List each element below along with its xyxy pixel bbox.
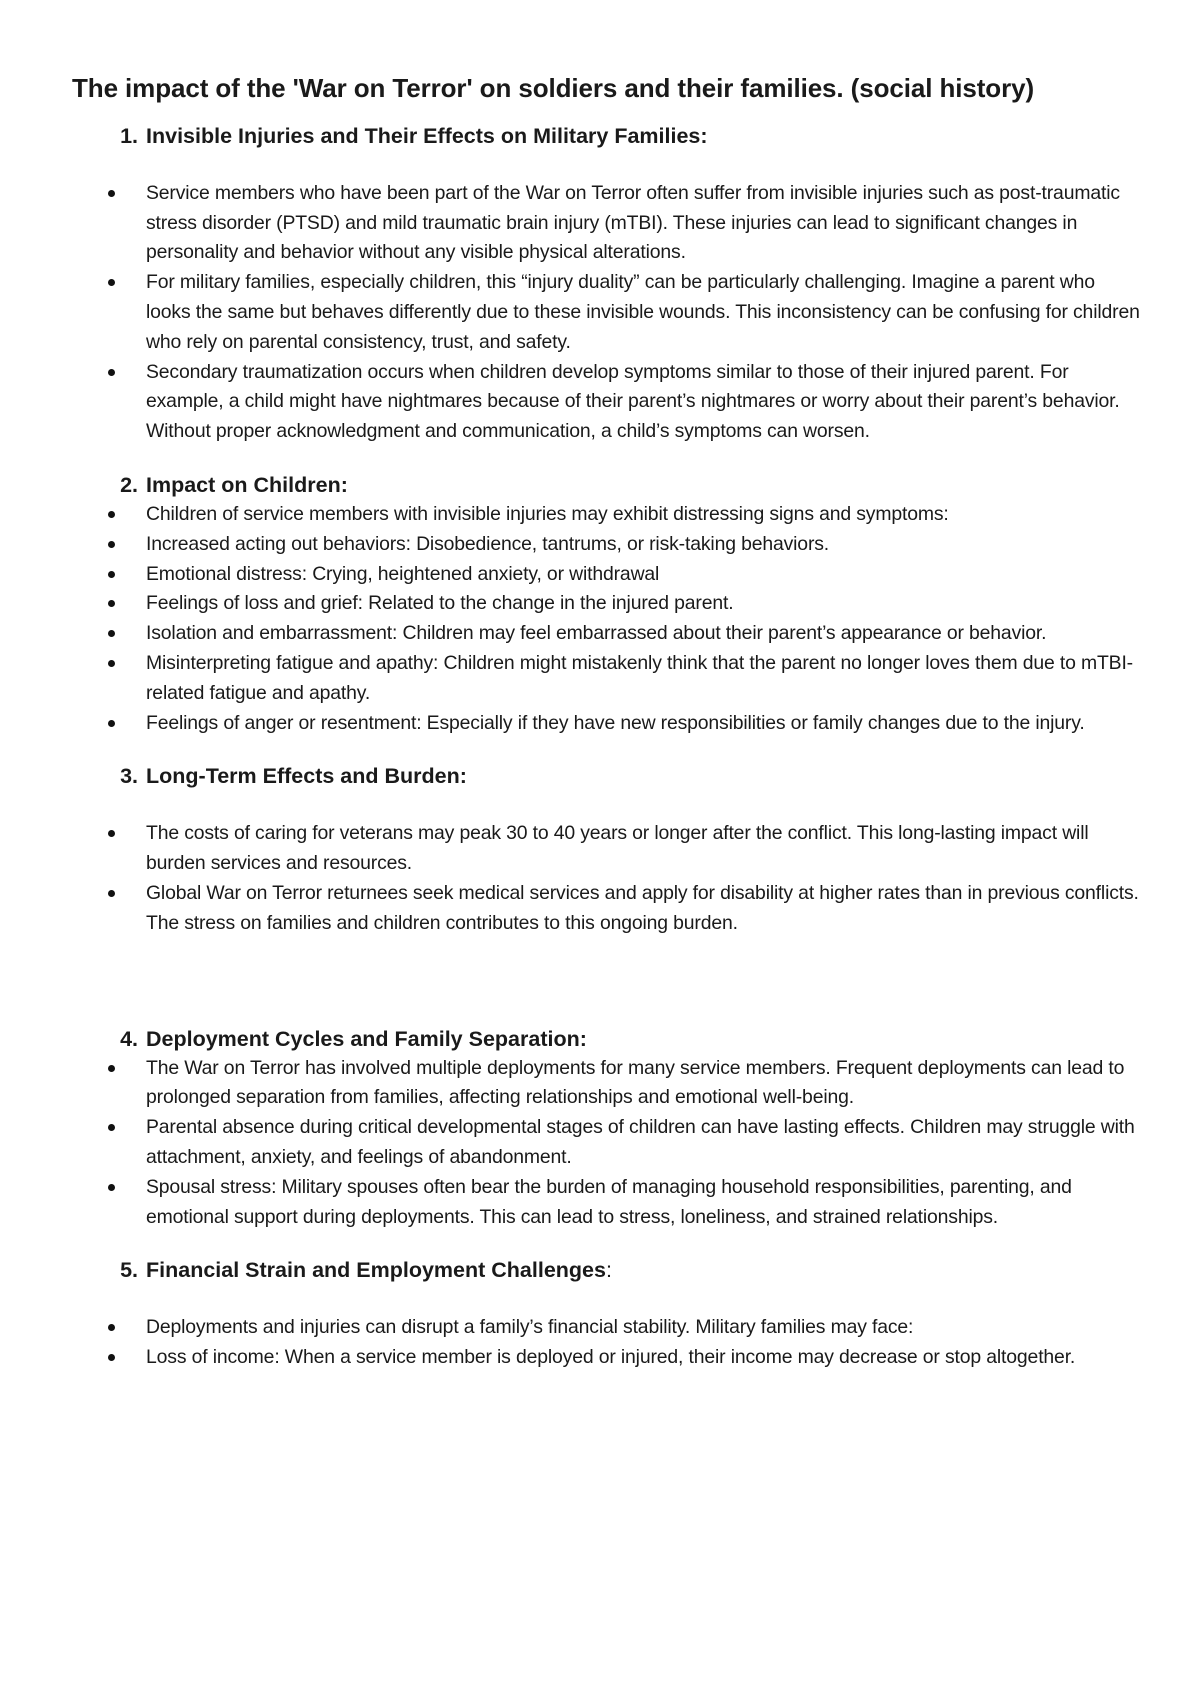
list-item: Children of service members with invisible injuries may exhibit distressing signs and symptoms: [72, 500, 1140, 530]
list-item: Misinterpreting fatigue and apathy: Children might mistakenly think that the parent no longer loves them due to mTBI-related fatigue and apathy. [72, 649, 1140, 709]
section-heading [72, 1256, 1140, 1285]
list-item: Secondary traumatization occurs when children develop symptoms similar to those of their injured parent. For example, a child might have nightmares because of their parent’s nightmares or worry about their parent’s behavior. Without proper acknowledgment and communication, a child’s symptoms can worsen. [72, 358, 1140, 447]
section-heading-text: Impact on Children: [146, 472, 348, 497]
bullet-icon [108, 1354, 115, 1361]
section-invisible-injuries [72, 122, 1140, 447]
bullet-icon [108, 279, 115, 286]
section-heading-suffix: : [605, 1258, 612, 1283]
section-long-term-effects [72, 762, 1140, 938]
list-item: Deployments and injuries can disrupt a family’s financial stability. Military families may face: [72, 1313, 1140, 1343]
bullet-icon [108, 830, 115, 837]
document-page [72, 72, 1140, 1373]
list-item: The War on Terror has involved multiple deployments for many service members. Frequent deployments can lead to prolonged separation from families, affecting relationships and emotional well-being. [72, 1054, 1140, 1114]
section-heading-text: Deployment Cycles and Family Separation: [146, 1026, 587, 1051]
document-title: The impact of the 'War on Terror' on soldiers and their families. (social history) [72, 73, 1035, 103]
section-deployment-cycles [72, 1025, 1140, 1233]
bullet-icon [108, 1324, 115, 1331]
bullet-icon [108, 600, 115, 607]
bullet-icon [108, 660, 115, 667]
list-item: Feelings of loss and grief: Related to the change in the injured parent. [72, 589, 1140, 619]
section-heading [72, 471, 1140, 500]
bullet-icon [108, 369, 115, 376]
list-item: Service members who have been part of the War on Terror often suffer from invisible injuries such as post-traumatic stress disorder (PTSD) and mild traumatic brain injury (mTBI). These injuries can lead to significant changes in personality and behavior without any visible physical alterations. [72, 179, 1140, 268]
bullet-icon [108, 890, 115, 897]
section-heading-text: Financial Strain and Employment Challenges [146, 1258, 606, 1283]
section-number: 5. [120, 1258, 138, 1283]
section-heading [72, 762, 1140, 791]
bullet-list [72, 500, 1140, 738]
list-item: For military families, especially children, this “injury duality” can be particularly challenging. Imagine a parent who looks the same but behaves differently due to these invisible wounds. This inconsistency can be confusing for children who rely on parental consistency, trust, and safety. [72, 268, 1140, 357]
bullet-icon [108, 541, 115, 548]
list-item: Emotional distress: Crying, heightened anxiety, or withdrawal [72, 560, 1140, 590]
list-item: Loss of income: When a service member is deployed or injured, their income may decrease or stop altogether. [72, 1343, 1140, 1373]
list-item: Increased acting out behaviors: Disobedience, tantrums, or risk-taking behaviors. [72, 530, 1140, 560]
bullet-list [72, 1313, 1140, 1373]
section-number: 3. [120, 764, 138, 789]
bullet-icon [108, 720, 115, 727]
section-heading-text: Invisible Injuries and Their Effects on Military Families: [146, 123, 708, 148]
list-item: The costs of caring for veterans may peak 30 to 40 years or longer after the conflict. This long-lasting impact will burden services and resources. [72, 819, 1140, 879]
section-heading-text: Long-Term Effects and Burden: [146, 764, 467, 789]
bullet-list [72, 1054, 1140, 1233]
bullet-icon [108, 1184, 115, 1191]
bullet-icon [108, 1065, 115, 1072]
section-number: 4. [120, 1026, 138, 1051]
bullet-icon [108, 1124, 115, 1131]
list-item: Isolation and embarrassment: Children may feel embarrassed about their parent’s appearance or behavior. [72, 619, 1140, 649]
bullet-icon [108, 190, 115, 197]
section-heading [72, 1025, 1140, 1054]
section-number: 1. [120, 123, 138, 148]
section-financial-strain [72, 1256, 1140, 1373]
bullet-icon [108, 571, 115, 578]
section-number: 2. [120, 472, 138, 497]
list-item: Spousal stress: Military spouses often bear the burden of managing household responsibilities, parenting, and emotional support during deployments. This can lead to stress, loneliness, and strained relationships. [72, 1173, 1140, 1233]
list-item: Feelings of anger or resentment: Especially if they have new responsibilities or family changes due to the injury. [72, 709, 1140, 739]
list-item: Global War on Terror returnees seek medical services and apply for disability at higher rates than in previous conflicts. The stress on families and children contributes to this ongoing burden. [72, 879, 1140, 939]
list-item: Parental absence during critical developmental stages of children can have lasting effects. Children may struggle with attachment, anxiety, and feelings of abandonment. [72, 1113, 1140, 1173]
bullet-list [72, 179, 1140, 447]
section-heading [72, 122, 1140, 151]
bullet-icon [108, 511, 115, 518]
bullet-list [72, 819, 1140, 938]
bullet-icon [108, 630, 115, 637]
section-impact-on-children [72, 471, 1140, 738]
